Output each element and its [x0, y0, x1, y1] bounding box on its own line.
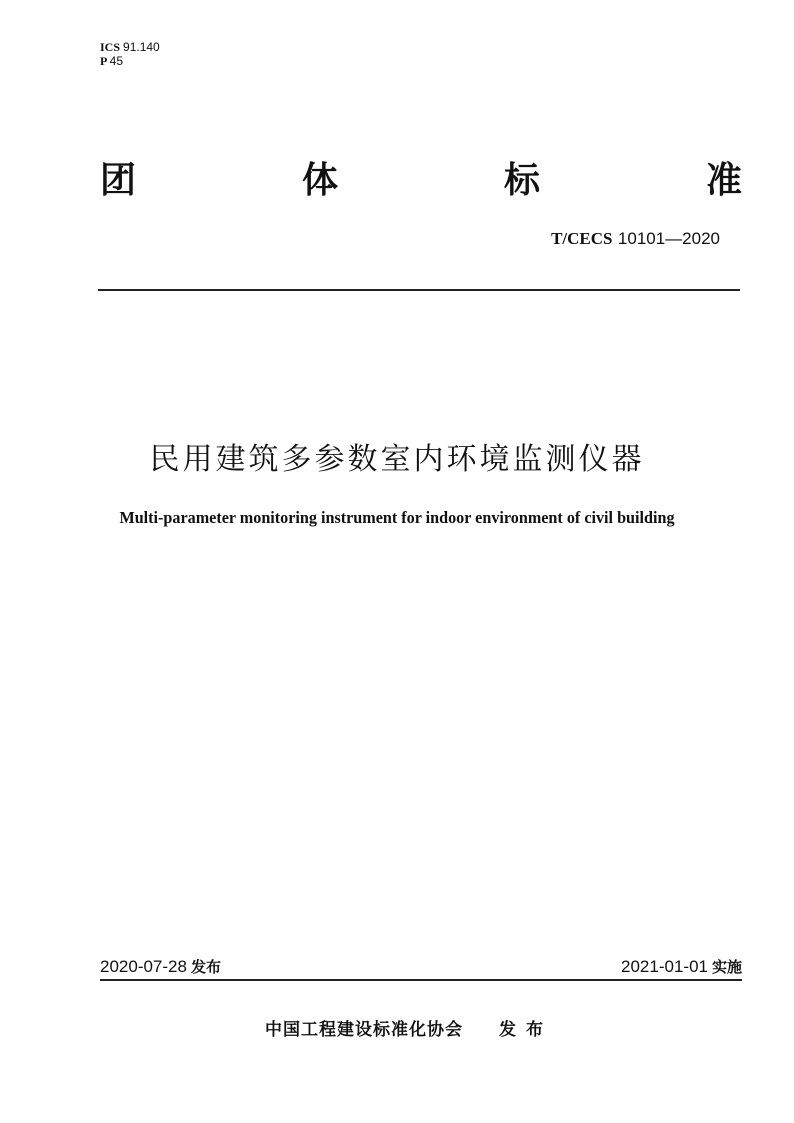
publisher-action: 发布: [499, 1020, 553, 1040]
bottom-divider: [100, 979, 742, 981]
issue-date-value: 2020-07-28: [100, 957, 187, 976]
document-title-chinese: 民用建筑多参数室内环境监测仪器: [149, 442, 645, 477]
classification-block: [100, 40, 160, 68]
publisher-name: 中国工程建设标准化协会: [265, 1020, 463, 1040]
ics-value: 91.140: [123, 40, 160, 54]
standard-type-char: 标: [503, 160, 540, 201]
document-title-english: Multi-parameter monitoring instrument for indoor environment of civil building: [119, 508, 675, 527]
ccs-value: 45: [109, 54, 124, 68]
implementation-date: [621, 956, 742, 978]
standard-type-char: 准: [705, 160, 742, 201]
implementation-date-label: 实施: [711, 958, 742, 976]
publisher-line: [265, 1018, 553, 1042]
ics-label: ICS: [100, 40, 121, 54]
standard-code: [551, 228, 720, 250]
standard-type-heading: [100, 158, 742, 204]
ccs-label: P: [100, 54, 107, 68]
issue-date: [100, 956, 221, 978]
standard-code-prefix: T/CECS: [551, 229, 613, 248]
standard-code-number: 10101—2020: [617, 229, 720, 248]
ics-line: [100, 40, 160, 54]
standard-type-char: 团: [100, 160, 137, 201]
ccs-line: [100, 54, 160, 68]
standard-type-char: 体: [301, 160, 338, 201]
top-divider: [98, 289, 740, 291]
issue-date-label: 发布: [190, 958, 221, 976]
implementation-date-value: 2021-01-01: [621, 957, 708, 976]
